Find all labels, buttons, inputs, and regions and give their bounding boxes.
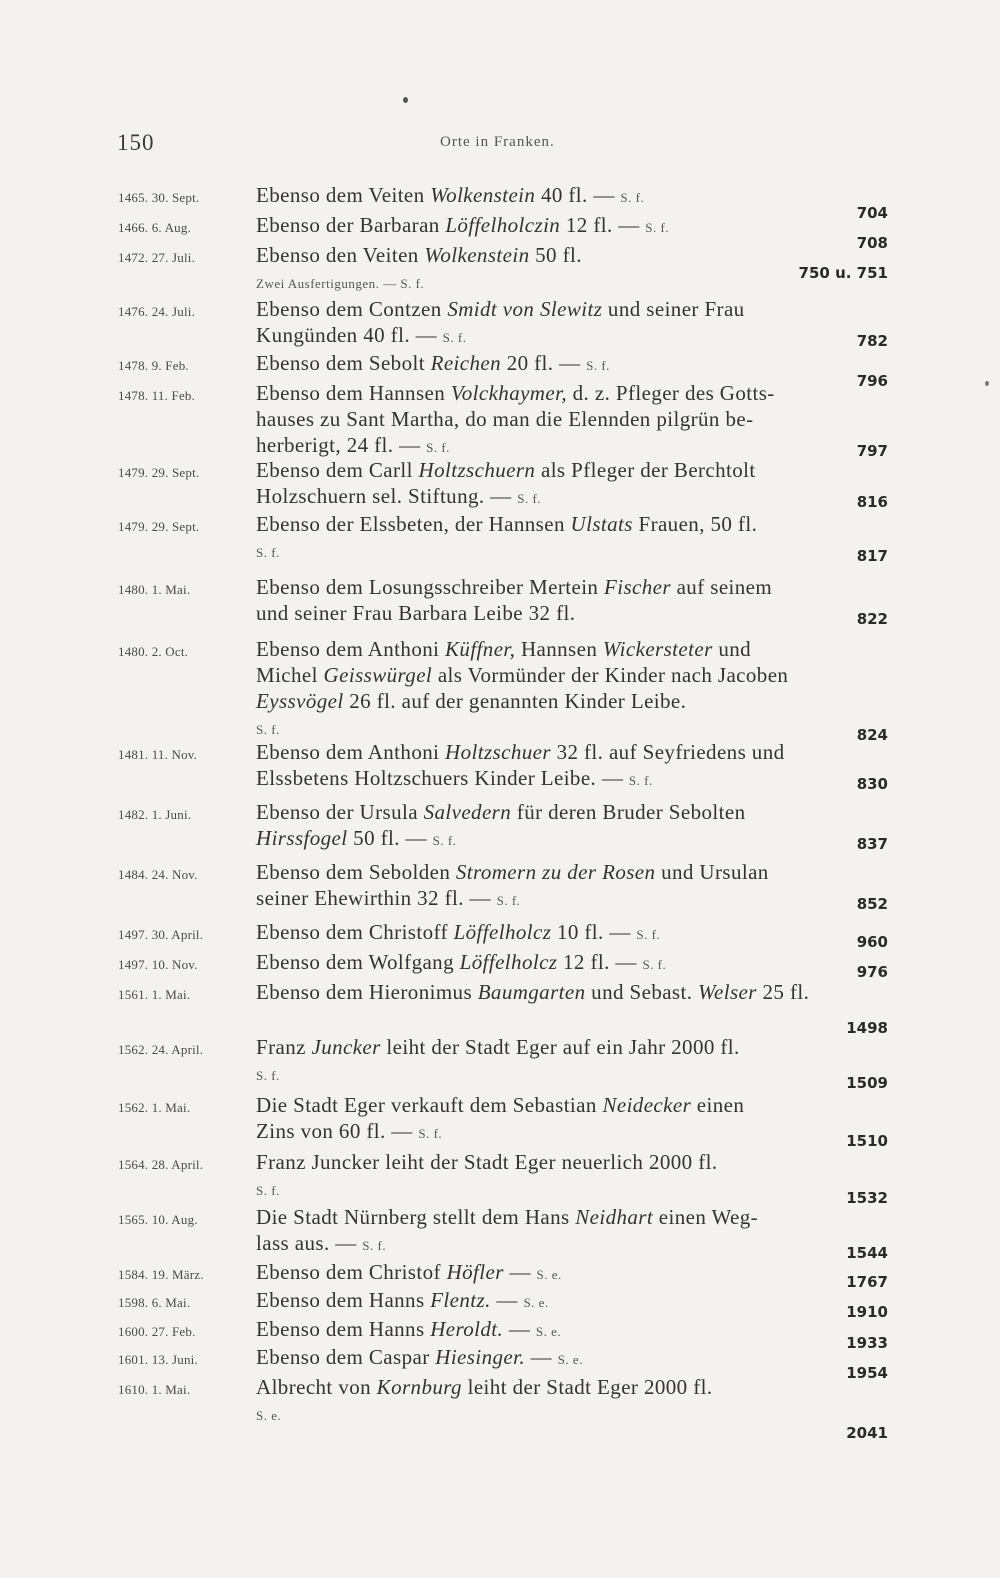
entry-line: Ebenso der Barbaran Löffelholczin 12 fl. — S. f. xyxy=(256,213,670,237)
entry-line: Ebenso dem Hanns Heroldt. — S. e. xyxy=(256,1317,562,1341)
document-number: 797 xyxy=(856,442,888,460)
document-number: 1910 xyxy=(846,1303,888,1321)
entry-line: hauses zu Sant Martha, do man die Elennden pilgrün be- xyxy=(256,407,754,431)
document-number: 852 xyxy=(856,895,888,913)
document-number: 1510 xyxy=(846,1132,888,1150)
entry-text xyxy=(256,1344,906,1373)
entry-text xyxy=(256,1316,906,1345)
entry-text xyxy=(256,1149,906,1204)
entry-text xyxy=(256,1204,906,1259)
entry-line: Elssbetens Holtzschuers Kinder Leibe. — S. f. xyxy=(256,766,653,790)
document-number: 830 xyxy=(856,775,888,793)
entry-date: 1465. 30. Sept. xyxy=(118,190,200,205)
document-number: 1498 xyxy=(846,1019,888,1037)
entry-date: 1476. 24. Juli. xyxy=(118,304,196,319)
entry-line: Die Stadt Nürnberg stellt dem Hans Neidhart einen Weg- xyxy=(256,1205,759,1229)
entry-text xyxy=(256,1259,906,1288)
entry-line: Ebenso den Veiten Wolkenstein 50 fl. xyxy=(256,243,582,267)
entry-line: Michel Geisswürgel als Vormünder der Kinder nach Jacoben xyxy=(256,663,789,687)
entry-line: Albrecht von Kornburg leiht der Stadt Eger 2000 fl. xyxy=(256,1375,713,1399)
ink-speck xyxy=(985,381,989,386)
entry-line: Kungünden 40 fl. — S. f. xyxy=(256,323,467,347)
entry-line: und seiner Frau Barbara Leibe 32 fl. xyxy=(256,601,576,625)
entry-text xyxy=(256,182,906,211)
entry-line: Hirssfogel 50 fl. — S. f. xyxy=(256,826,457,850)
document-number: 708 xyxy=(856,234,888,252)
document-number: 1509 xyxy=(846,1074,888,1092)
entry-text xyxy=(256,296,906,351)
entry-line: seiner Ehewirthin 32 fl. — S. f. xyxy=(256,886,521,910)
entry-date: 1584. 19. März. xyxy=(118,1267,204,1282)
entry-text xyxy=(256,919,906,948)
entry-date: 1600. 27. Feb. xyxy=(118,1324,196,1339)
entry-text xyxy=(256,636,906,743)
document-number: 2041 xyxy=(846,1424,888,1442)
document-number: 782 xyxy=(856,332,888,350)
entry-line: Ebenso dem Sebolt Reichen 20 fl. — S. f. xyxy=(256,351,610,375)
entry-date: 1481. 11. Nov. xyxy=(118,747,198,762)
entry-text xyxy=(256,511,906,566)
entry-date: 1565. 10. Aug. xyxy=(118,1212,198,1227)
entry-line: Ebenso dem Hieronimus Baumgarten und Sebast. Welser 25 fl. xyxy=(256,980,810,1004)
document-number: 817 xyxy=(856,547,888,565)
entry-line: herberigt, 24 fl. — S. f. xyxy=(256,433,450,457)
ink-speck xyxy=(403,97,408,103)
entry-text xyxy=(256,1287,906,1316)
entry-line: S. f. xyxy=(256,1068,280,1083)
entry-line: S. e. xyxy=(256,1408,282,1423)
entry-line: Ebenso dem Wolfgang Löffelholcz 12 fl. — S. f. xyxy=(256,950,667,974)
entry-line: Ebenso der Ursula Salvedern für deren Bruder Sebolten xyxy=(256,800,746,824)
entry-text xyxy=(256,350,906,379)
entry-text xyxy=(256,380,906,461)
entry-text xyxy=(256,1092,906,1147)
entry-date: 1480. 1. Mai. xyxy=(118,582,191,597)
entry-line: Ebenso dem Veiten Wolkenstein 40 fl. — S. f. xyxy=(256,183,645,207)
entry-date: 1479. 29. Sept. xyxy=(118,519,200,534)
entry-line: Zwei Ausfertigungen. — S. f. xyxy=(256,276,425,291)
entry-line: Franz Juncker leiht der Stadt Eger neuerlich 2000 fl. xyxy=(256,1150,718,1174)
document-number: 750 u. 751 xyxy=(798,264,888,282)
entry-line: Franz Juncker leiht der Stadt Eger auf ein Jahr 2000 fl. xyxy=(256,1035,740,1059)
document-number: 704 xyxy=(856,204,888,222)
entry-date: 1472. 27. Juli. xyxy=(118,250,196,265)
entry-date: 1482. 1. Juni. xyxy=(118,807,192,822)
entry-line: Ebenso dem Anthoni Küffner, Hannsen Wickersteter und xyxy=(256,637,752,661)
entry-date: 1478. 11. Feb. xyxy=(118,388,196,403)
entry-line: Ebenso dem Christoff Löffelholcz 10 fl. — S. f. xyxy=(256,920,661,944)
entry-text xyxy=(256,212,906,241)
entry-date: 1610. 1. Mai. xyxy=(118,1382,191,1397)
entry-date: 1564. 28. April. xyxy=(118,1157,204,1172)
document-number: 976 xyxy=(856,963,888,981)
entry-text xyxy=(256,799,906,854)
document-number: 824 xyxy=(856,726,888,744)
document-number: 1954 xyxy=(846,1364,888,1382)
entry-line: Zins von 60 fl. — S. f. xyxy=(256,1119,443,1143)
entry-text xyxy=(256,949,906,978)
document-number: 960 xyxy=(856,933,888,951)
entry-line: S. f. xyxy=(256,1183,280,1198)
entry-text xyxy=(256,1374,906,1429)
entry-line: Ebenso dem Christof Höfler — S. e. xyxy=(256,1260,562,1284)
entry-line: S. f. xyxy=(256,545,280,560)
document-number: 1767 xyxy=(846,1273,888,1291)
entry-date: 1497. 10. Nov. xyxy=(118,957,198,972)
entry-line: Holzschuern sel. Stiftung. — S. f. xyxy=(256,484,542,508)
entry-date: 1562. 1. Mai. xyxy=(118,1100,191,1115)
entry-text xyxy=(256,574,906,626)
entry-line: Ebenso dem Contzen Smidt von Slewitz und seiner Frau xyxy=(256,297,745,321)
entry-line: Ebenso dem Losungsschreiber Mertein Fischer auf seinem xyxy=(256,575,773,599)
entry-line: lass aus. — S. f. xyxy=(256,1231,387,1255)
entry-date: 1598. 6. Mai. xyxy=(118,1295,191,1310)
entry-date: 1484. 24. Nov. xyxy=(118,867,198,882)
entry-line: Ebenso dem Carll Holtzschuern als Pfleger der Berchtolt xyxy=(256,458,756,482)
entry-text xyxy=(256,739,906,794)
entry-line: Ebenso dem Hanns Flentz. — S. e. xyxy=(256,1288,549,1312)
entry-date: 1479. 29. Sept. xyxy=(118,465,200,480)
document-number: 1532 xyxy=(846,1189,888,1207)
entry-date: 1480. 2. Oct. xyxy=(118,644,189,659)
document-number: 822 xyxy=(856,610,888,628)
entry-line: Ebenso der Elssbeten, der Hannsen Ulstats Frauen, 50 fl. xyxy=(256,512,758,536)
page-number: 150 xyxy=(117,130,155,155)
entry-line: S. f. xyxy=(256,722,280,737)
entry-date: 1497. 30. April. xyxy=(118,927,204,942)
entry-line: Eyssvögel 26 fl. auf der genannten Kinder Leibe. xyxy=(256,689,687,713)
entry-date: 1561. 1. Mai. xyxy=(118,987,191,1002)
document-number: 1544 xyxy=(846,1244,888,1262)
document-number: 816 xyxy=(856,493,888,511)
running-header: Orte in Franken. xyxy=(440,134,555,150)
entry-line: Ebenso dem Sebolden Stromern zu der Rosen und Ursulan xyxy=(256,860,769,884)
entry-line: Ebenso dem Hannsen Volckhaymer, d. z. Pfleger des Gotts- xyxy=(256,381,775,405)
entry-date: 1601. 13. Juni. xyxy=(118,1352,198,1367)
entry-line: Ebenso dem Anthoni Holtzschuer 32 fl. auf Seyfriedens und xyxy=(256,740,785,764)
entry-date: 1562. 24. April. xyxy=(118,1042,204,1057)
document-number: 796 xyxy=(856,372,888,390)
document-number: 1933 xyxy=(846,1334,888,1352)
entry-date: 1466. 6. Aug. xyxy=(118,220,192,235)
entry-line: Ebenso dem Caspar Hiesinger. — S. e. xyxy=(256,1345,583,1369)
document-number: 837 xyxy=(856,835,888,853)
entry-text xyxy=(256,457,906,512)
entry-line: Die Stadt Eger verkauft dem Sebastian Neidecker einen xyxy=(256,1093,745,1117)
entry-text xyxy=(256,859,906,914)
entry-date: 1478. 9. Feb. xyxy=(118,358,189,373)
entry-text xyxy=(256,979,906,1005)
entry-text xyxy=(256,1034,906,1089)
